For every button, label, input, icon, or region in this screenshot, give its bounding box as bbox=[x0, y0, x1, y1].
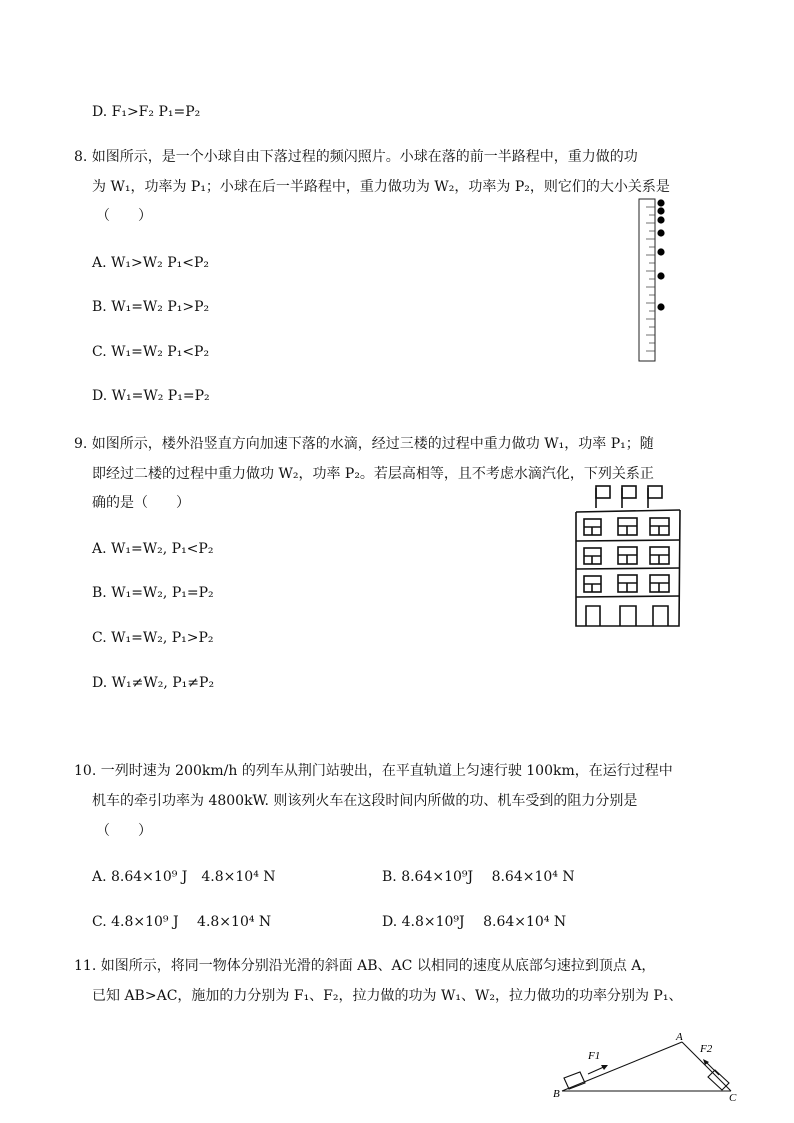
q10-stem-line1: 10. 一列时速为 200km/h 的列车从荆门站驶出，在平直轨道上匀速行驶 100km，在运行过程中 bbox=[74, 763, 673, 779]
q11-stem-line2: 已知 AB>AC，施加的力分别为 F₁、F₂，拉力做的功为 W₁、W₂，拉力做功的功率分别为 P₁、 bbox=[92, 988, 683, 1004]
q9-option-a: A. W₁=W₂, P₁<P₂ bbox=[92, 541, 214, 557]
q11-stem-line1: 11. 如图所示，将同一物体分别沿光滑的斜面 AB、AC 以相同的速度从底部匀速拉到顶点 A， bbox=[74, 958, 656, 974]
q10-stem-line2: 机车的牵引功率为 4800kW. 则该列火车在这段时间内所做的功、机车受到的阻力分别是 bbox=[92, 793, 638, 809]
q9-stem-line1: 9. 如图所示，楼外沿竖直方向加速下落的水滴，经过三楼的过程中重力做功 W₁，功率 P₁；随 bbox=[74, 436, 654, 452]
vertex-c-label: C bbox=[729, 1092, 737, 1104]
q9-stem-line2: 即经过二楼的过程中重力做功 W₂，功率 P₂。若层高相等，且不考虑水滴汽化，下列关系正 bbox=[92, 466, 654, 482]
q8-stem-line3: （ ） bbox=[96, 208, 152, 224]
q10-option-b: B. 8.64×10⁹J 8.64×10⁴ N bbox=[382, 869, 575, 885]
q10-stem-line3: （ ） bbox=[96, 823, 152, 839]
q8-option-d: D. W₁=W₂ P₁=P₂ bbox=[92, 388, 210, 404]
q10-option-d: D. 4.8×10⁹J 8.64×10⁴ N bbox=[382, 914, 567, 930]
q8-option-c: C. W₁=W₂ P₁<P₂ bbox=[92, 344, 210, 360]
incline-figure bbox=[548, 1030, 748, 1110]
q9-option-b: B. W₁=W₂, P₁=P₂ bbox=[92, 585, 214, 601]
q9-option-c: C. W₁=W₂, P₁>P₂ bbox=[92, 630, 214, 646]
q9-stem-line3: 确的是（ ） bbox=[92, 495, 190, 511]
force-f2-label: F2 bbox=[700, 1043, 713, 1055]
q8-stem-line1: 8. 如图所示，是一个小球自由下落过程的频闪照片。小球在落的前一半路程中，重力做的功 bbox=[74, 149, 638, 165]
q8-option-a: A. W₁>W₂ P₁<P₂ bbox=[92, 255, 209, 271]
q8-stem-line2: 为 W₁，功率为 P₁；小球在后一半路程中，重力做功为 W₂，功率为 P₂，则它们的大小关系是 bbox=[92, 179, 670, 195]
force-f1-label: F1 bbox=[588, 1050, 601, 1062]
q10-option-c: C. 4.8×10⁹ J 4.8×10⁴ N bbox=[92, 914, 272, 930]
q9-option-d: D. W₁≠W₂, P₁≠P₂ bbox=[92, 675, 215, 691]
q8-option-b: B. W₁=W₂ P₁>P₂ bbox=[92, 299, 210, 315]
ruler-strobe-figure bbox=[636, 197, 666, 363]
q10-option-a: A. 8.64×10⁹ J 4.8×10⁴ N bbox=[92, 869, 276, 885]
q7-option-d: D. F₁>F₂ P₁=P₂ bbox=[92, 104, 201, 120]
building-figure bbox=[574, 482, 682, 628]
vertex-a-label: A bbox=[676, 1031, 683, 1043]
vertex-b-label: B bbox=[553, 1088, 560, 1100]
